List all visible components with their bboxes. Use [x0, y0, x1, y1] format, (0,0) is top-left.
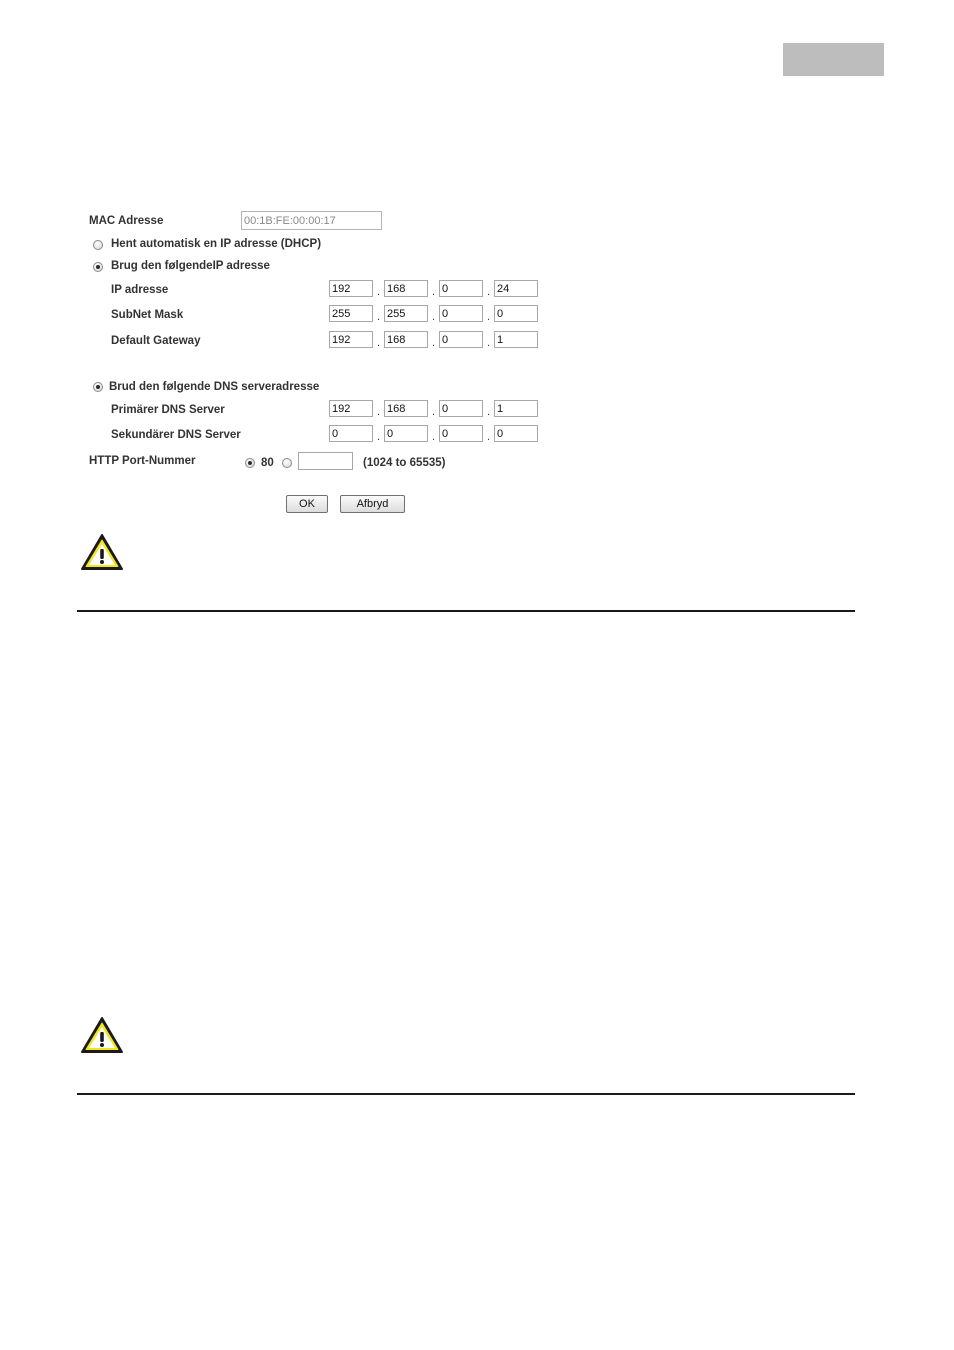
octet-separator: .: [487, 406, 491, 418]
warning-icon: [80, 533, 124, 571]
mac-address-label: MAC Adresse: [89, 215, 164, 227]
secondary-dns-label: Sekundärer DNS Server: [111, 429, 241, 441]
octet-separator: .: [377, 286, 381, 298]
http-port-default-label: 80: [261, 457, 274, 469]
section-divider: [77, 1093, 855, 1095]
subnet-mask-octet-3[interactable]: [439, 305, 483, 322]
secondary-dns-octet-1[interactable]: [329, 425, 373, 442]
ok-button[interactable]: OK: [286, 495, 328, 513]
octet-separator: .: [377, 311, 381, 323]
octet-separator: .: [487, 337, 491, 349]
octet-separator: .: [432, 286, 436, 298]
octet-separator: .: [487, 431, 491, 443]
warning-icon: [80, 1016, 124, 1054]
primary-dns-octet-2[interactable]: [384, 400, 428, 417]
section-divider: [77, 610, 855, 612]
dns-manual-radio[interactable]: [93, 382, 103, 392]
default-gateway-octet-4[interactable]: [494, 331, 538, 348]
octet-separator: .: [377, 431, 381, 443]
octet-separator: .: [432, 337, 436, 349]
http-port-default-radio[interactable]: [245, 458, 255, 468]
dhcp-radio[interactable]: [93, 240, 103, 250]
ip-address-label: IP adresse: [111, 284, 169, 296]
secondary-dns-octet-3[interactable]: [439, 425, 483, 442]
default-gateway-label: Default Gateway: [111, 335, 201, 347]
octet-separator: .: [487, 286, 491, 298]
static-ip-label: Brug den følgendeIP adresse: [111, 260, 270, 272]
subnet-mask-octet-2[interactable]: [384, 305, 428, 322]
http-port-label: HTTP Port-Nummer: [89, 455, 196, 467]
octet-separator: .: [487, 311, 491, 323]
default-gateway-octet-3[interactable]: [439, 331, 483, 348]
http-port-custom-radio[interactable]: [282, 458, 292, 468]
ip-address-octet-1[interactable]: [329, 280, 373, 297]
subnet-mask-label: SubNet Mask: [111, 309, 184, 321]
subnet-mask-octet-1[interactable]: [329, 305, 373, 322]
secondary-dns-octet-4[interactable]: [494, 425, 538, 442]
secondary-dns-octet-2[interactable]: [384, 425, 428, 442]
primary-dns-octet-4[interactable]: [494, 400, 538, 417]
octet-separator: .: [432, 431, 436, 443]
mac-address-field: [241, 211, 382, 230]
network-settings-form: [0, 0, 954, 530]
dns-manual-label: Brud den følgende DNS serveradresse: [109, 381, 320, 393]
ip-address-octet-3[interactable]: [439, 280, 483, 297]
http-port-range-hint: (1024 to 65535): [363, 457, 446, 469]
default-gateway-octet-2[interactable]: [384, 331, 428, 348]
primary-dns-octet-3[interactable]: [439, 400, 483, 417]
octet-separator: .: [432, 311, 436, 323]
cancel-button[interactable]: Afbryd: [340, 495, 405, 513]
ip-address-octet-2[interactable]: [384, 280, 428, 297]
ip-address-octet-4[interactable]: [494, 280, 538, 297]
default-gateway-octet-1[interactable]: [329, 331, 373, 348]
primary-dns-octet-1[interactable]: [329, 400, 373, 417]
primary-dns-label: Primärer DNS Server: [111, 404, 225, 416]
octet-separator: .: [377, 406, 381, 418]
http-port-custom-input[interactable]: [298, 452, 353, 470]
dhcp-label: Hent automatisk en IP adresse (DHCP): [111, 238, 322, 250]
static-ip-radio[interactable]: [93, 262, 103, 272]
octet-separator: .: [377, 337, 381, 349]
octet-separator: .: [432, 406, 436, 418]
subnet-mask-octet-4[interactable]: [494, 305, 538, 322]
